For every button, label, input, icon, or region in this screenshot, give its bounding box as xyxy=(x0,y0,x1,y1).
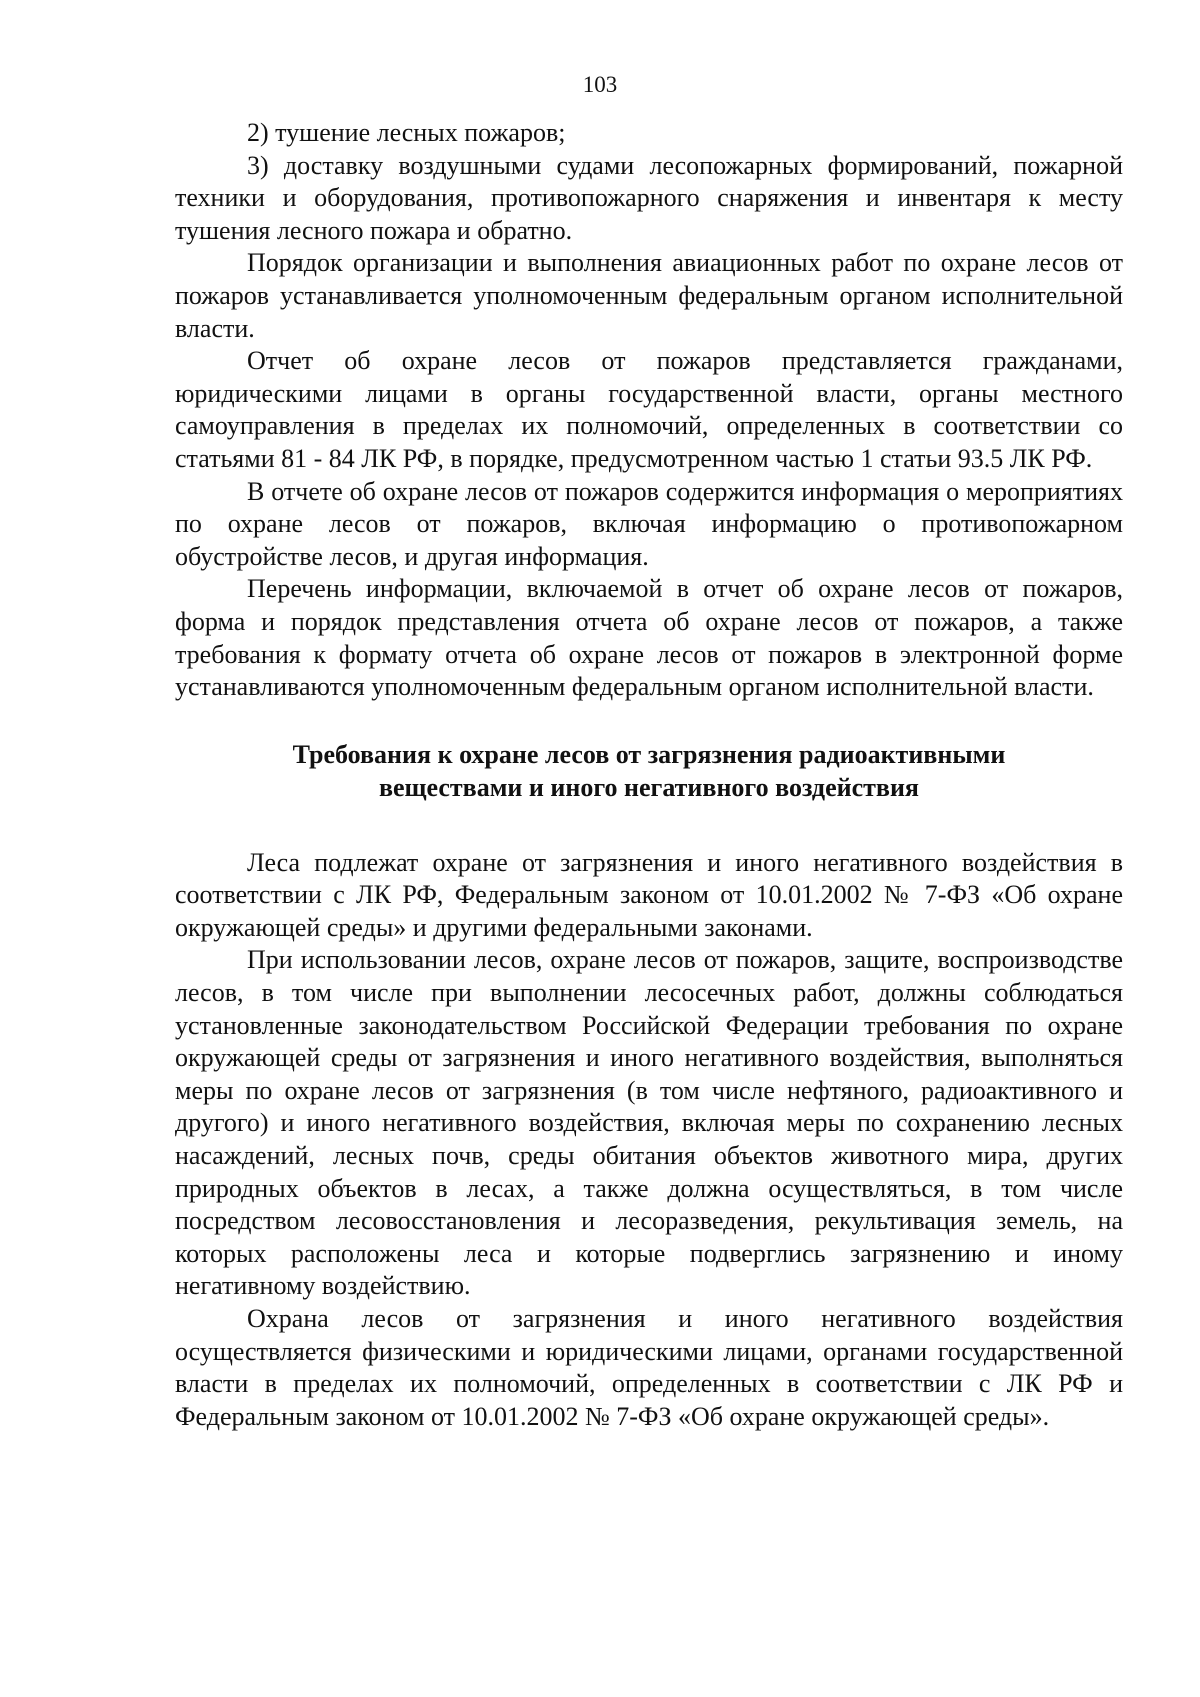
paragraph: Леса подлежат охране от загрязнения и иного негативного воздействия в соответствии с ЛК РФ, Федеральным законом от 10.01.2002 № 7-ФЗ «Об охране окружающей среды» и другими федеральными законами. xyxy=(175,847,1123,942)
section-heading xyxy=(175,738,1123,804)
section-heading-line: веществами и иного негативного воздействия xyxy=(378,772,920,802)
paragraph: 3) доставку воздушными судами лесопожарных формирований, пожарной техники и оборудования, противопожарного снаряжения и инвентаря к месту тушения лесного пожара и обратно. xyxy=(175,150,1123,245)
document-body xyxy=(175,117,1123,1433)
paragraph: В отчете об охране лесов от пожаров содержится информация о мероприятиях по охране лесов от пожаров, включая информацию о противопожарном обустройстве лесов, и другая информация. xyxy=(175,476,1123,571)
paragraph: При использовании лесов, охране лесов от пожаров, защите, воспроизводстве лесов, в том числе при выполнении лесосечных работ, должны соблюдаться установленные законодательством Российской Федерации требования по охране окружающей среды от загрязнения и иного негативного воздействия, выполняться меры по охране лесов от загрязнения (в том числе нефтяного, радиоактивного и другого) и иного негативного воздействия, включая меры по сохранению лесных насаждений, лесных почв, среды обитания объектов животного мира, других природных объектов в лесах, а также должна осуществляться, в том числе посредством лесовосстановления и лесоразведения, рекультивация земель, на которых расположены леса и которые подверглись загрязнению и иному негативному воздействию. xyxy=(175,945,1123,1301)
paragraph: Порядок организации и выполнения авиационных работ по охране лесов от пожаров устанавливается уполномоченным федеральным органом исполнительной власти. xyxy=(175,248,1123,343)
paragraph: Охрана лесов от загрязнения и иного негативного воздействия осуществляется физическими и юридическими лицами, органами государственной власти в пределах их полномочий, определенных в соответствии с ЛК РФ и Федеральным законом от 10.01.2002 № 7-ФЗ «Об охране окружающей среды». xyxy=(175,1304,1123,1431)
section-heading-line: Требования к охране лесов от загрязнения радиоактивными xyxy=(292,739,1006,769)
page-number: 103 xyxy=(582,72,618,97)
paragraph: Отчет об охране лесов от пожаров представляется гражданами, юридическими лицами в органы государственной власти, органы местного самоуправления в пределах их полномочий, определенных в соответствии со статьями 81 - 84 ЛК РФ, в порядке, предусмотренном частью 1 статьи 93.5 ЛК РФ. xyxy=(175,346,1123,473)
paragraph: 2) тушение лесных пожаров; xyxy=(247,118,566,147)
paragraph: Перечень информации, включаемой в отчет об охране лесов от пожаров, форма и порядок представления отчета об охране лесов от пожаров, а также требования к формату отчета об охране лесов от пожаров в электронной форме устанавливаются уполномоченным федеральным органом исполнительной власти. xyxy=(175,574,1123,702)
